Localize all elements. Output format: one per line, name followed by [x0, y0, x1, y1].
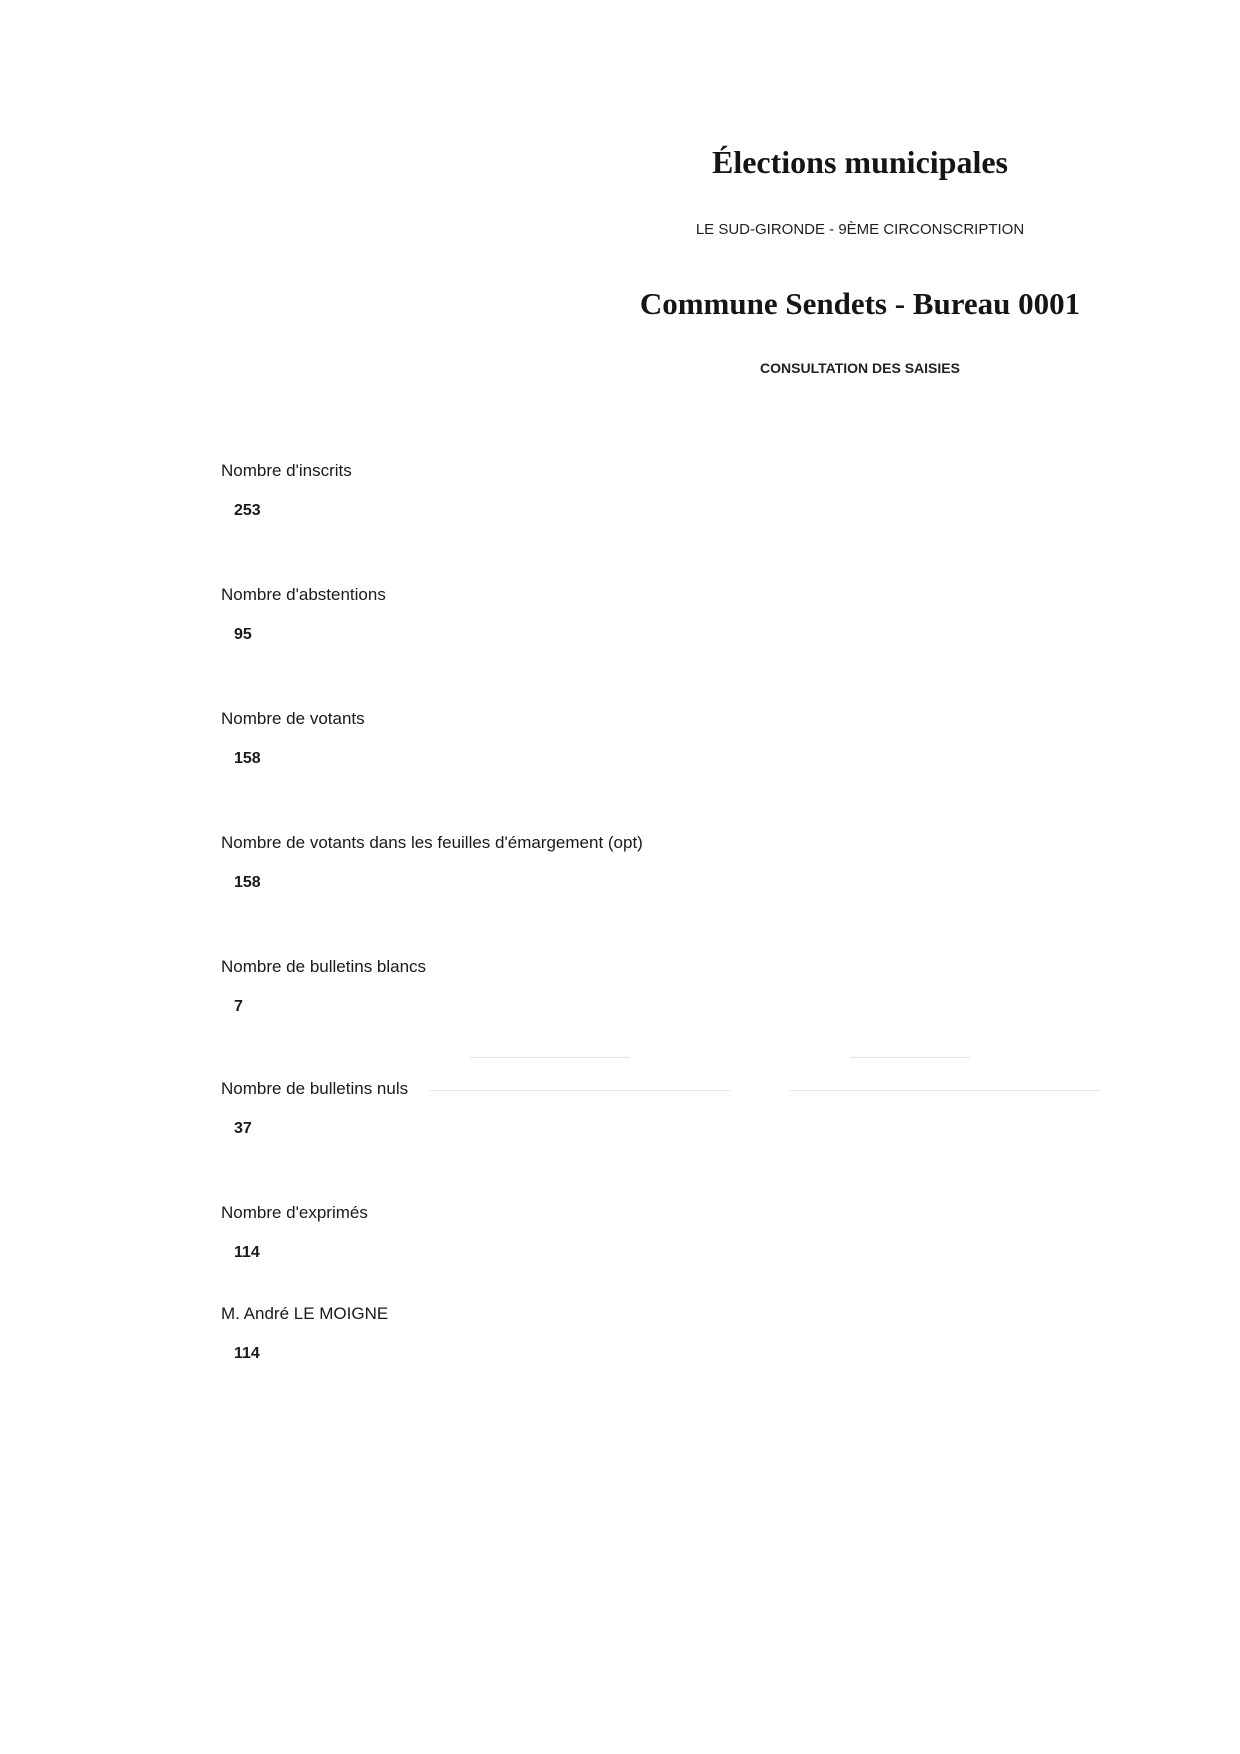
- field-value: 37: [234, 1120, 252, 1137]
- consultation-subtitle: CONSULTATION DES SAISIES: [760, 360, 960, 376]
- field-label: Nombre de bulletins nuls: [221, 1079, 409, 1098]
- field-label: Nombre de votants dans les feuilles d'émargement (opt): [221, 833, 643, 852]
- field-bulletins-nuls: [221, 1078, 941, 1140]
- field-value: 114: [234, 1244, 260, 1261]
- scan-streak: [430, 1090, 730, 1091]
- field-label: Nombre de votants: [221, 709, 365, 728]
- scan-streak: [790, 1090, 1100, 1091]
- field-candidate: [221, 1303, 941, 1365]
- field-votants: [221, 708, 941, 770]
- field-bulletins-blancs: [221, 956, 941, 1018]
- field-exprimes: [221, 1202, 941, 1264]
- field-votants-emargement: [221, 832, 941, 894]
- scan-streak: [850, 1057, 970, 1058]
- field-value: 158: [234, 750, 261, 767]
- bureau-heading: Commune Sendets - Bureau 0001: [639, 286, 1081, 321]
- field-value: 253: [234, 502, 261, 519]
- field-label: Nombre d'exprimés: [221, 1203, 368, 1222]
- field-label: M. André LE MOIGNE: [221, 1304, 389, 1323]
- circonscription-subtitle: LE SUD-GIRONDE - 9ÈME CIRCONSCRIPTION: [695, 221, 1025, 238]
- field-value: 114: [234, 1345, 260, 1362]
- field-value: 95: [234, 626, 252, 643]
- field-inscrits: [221, 460, 941, 522]
- scan-streak: [470, 1057, 630, 1058]
- field-label: Nombre d'abstentions: [221, 585, 386, 604]
- field-value: 7: [234, 998, 243, 1015]
- field-value: 158: [234, 874, 261, 891]
- field-abstentions: [221, 584, 941, 646]
- field-label: Nombre d'inscrits: [221, 461, 352, 480]
- field-label: Nombre de bulletins blancs: [221, 957, 427, 976]
- page-title: Élections municipales: [711, 144, 1008, 180]
